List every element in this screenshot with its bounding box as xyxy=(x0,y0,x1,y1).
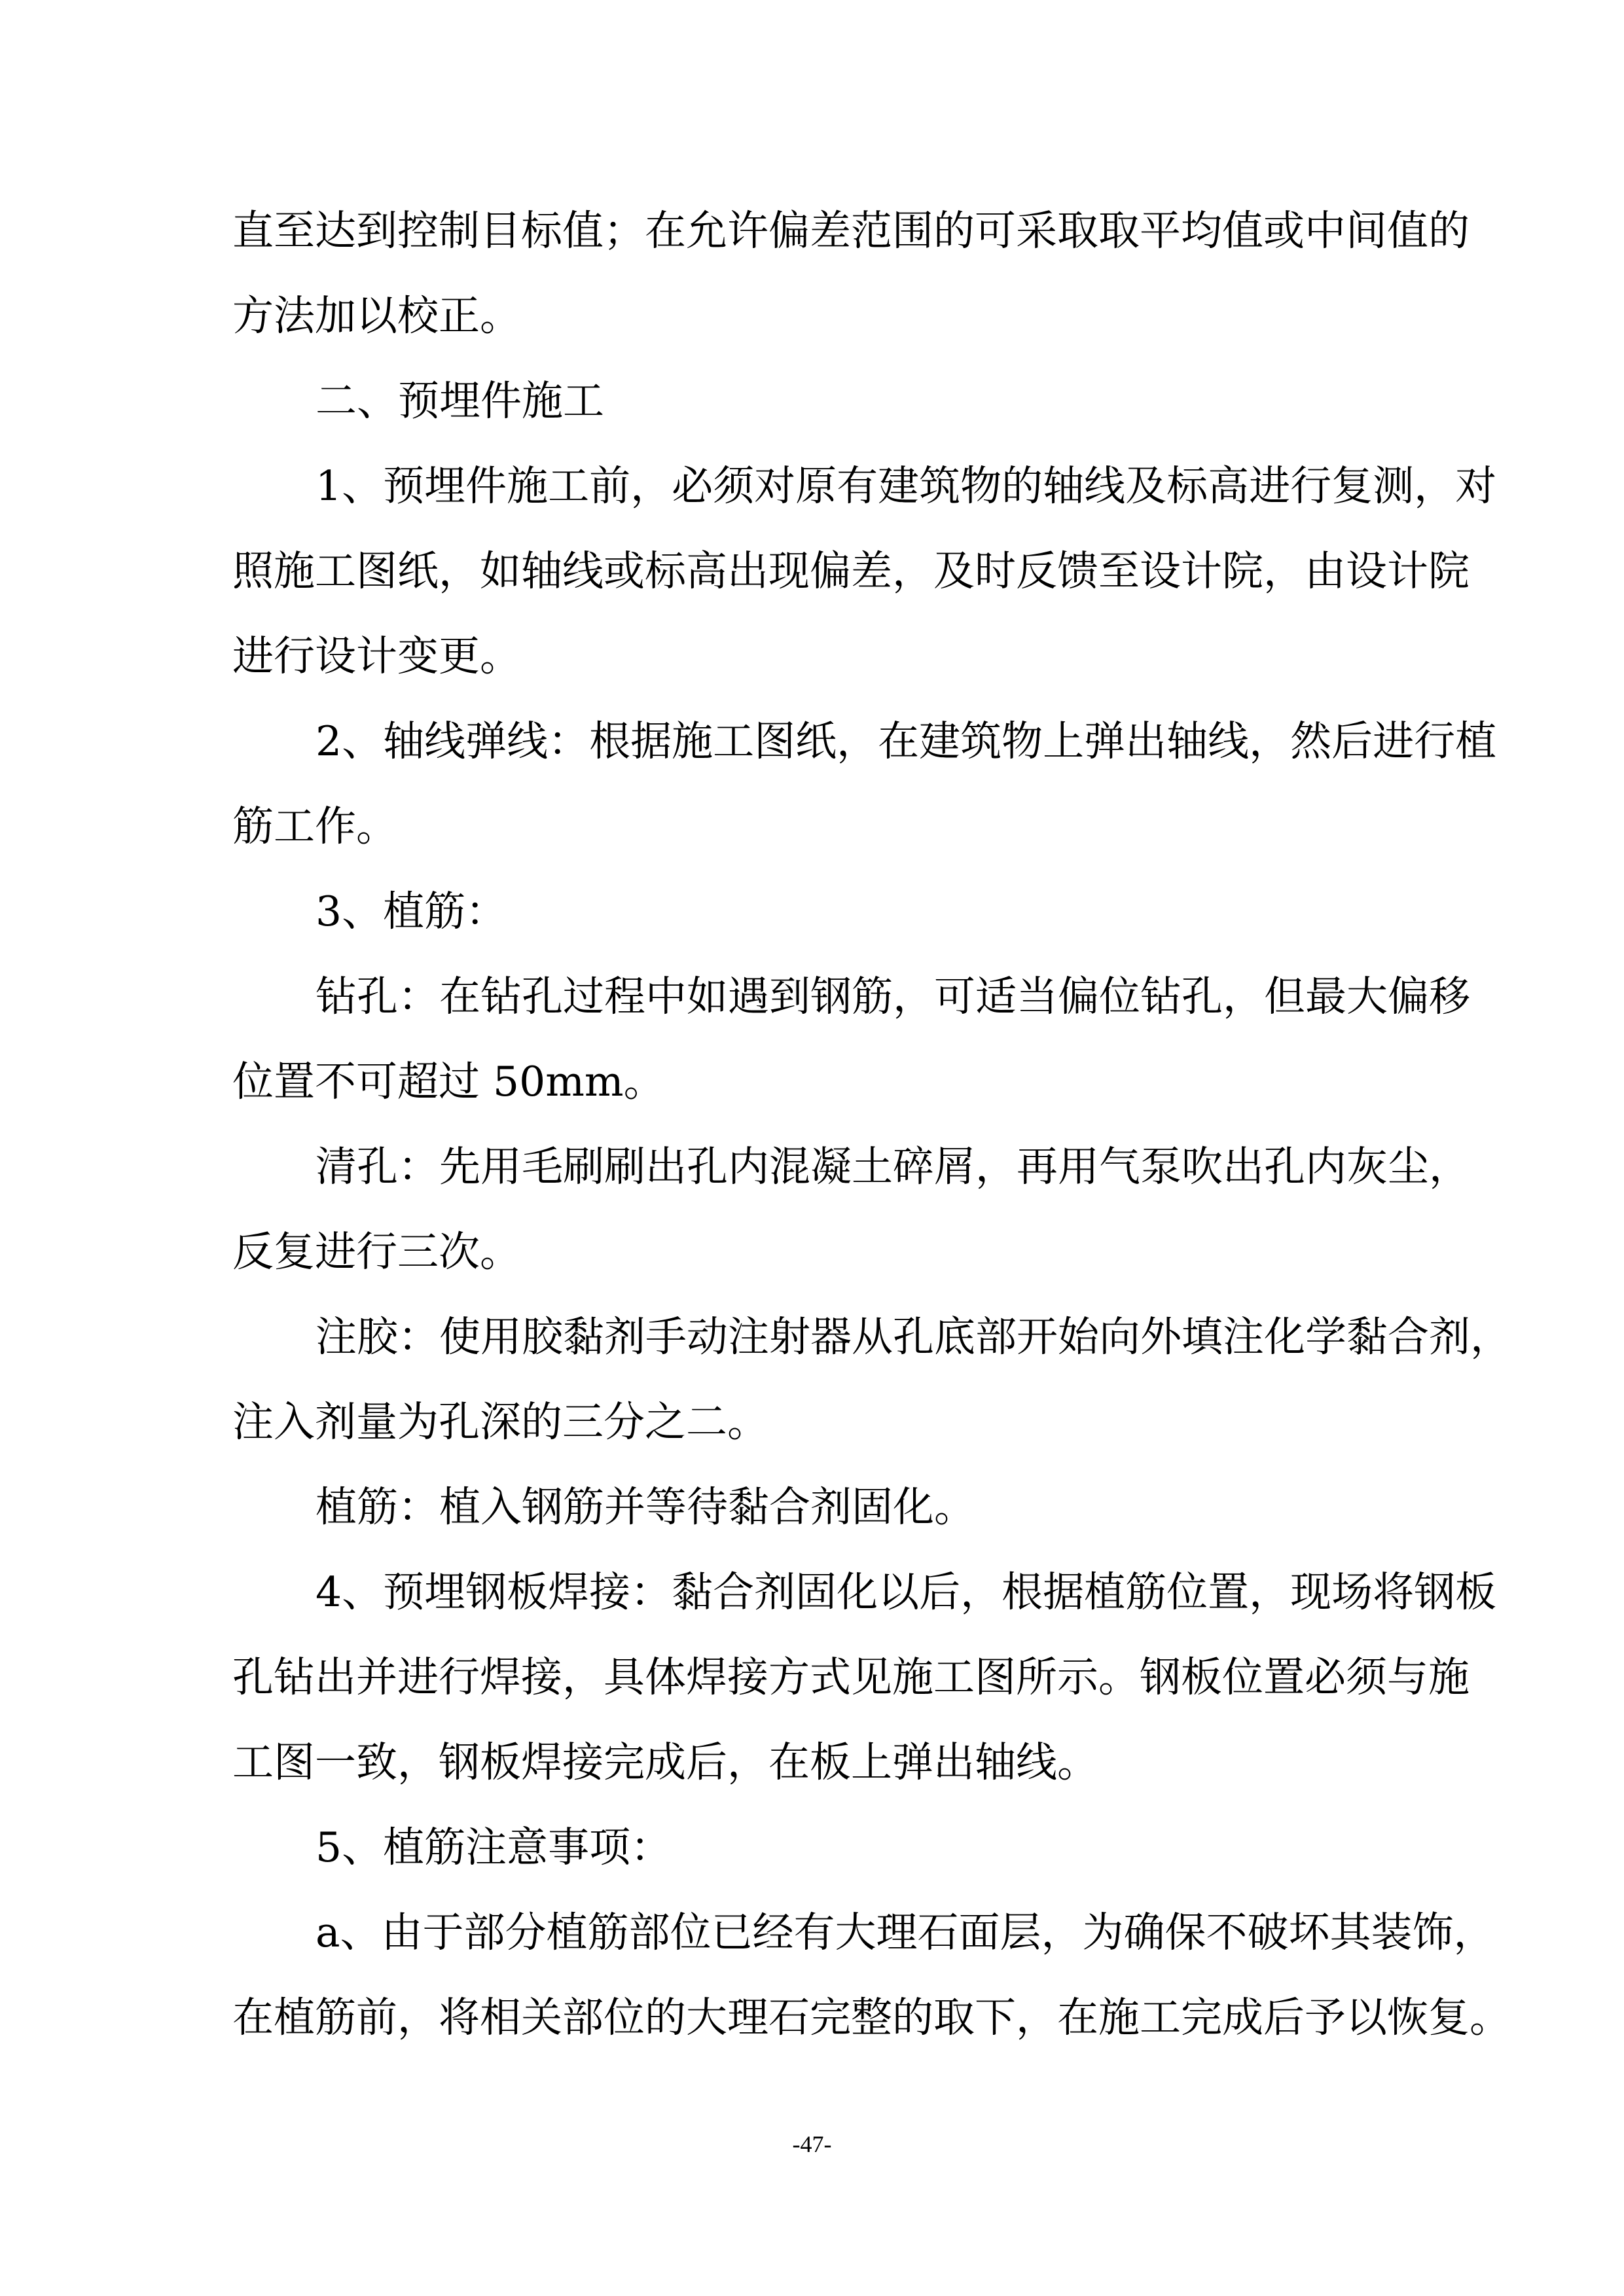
text-line: 注胶：使用胶黏剂手动注射器从孔底部开始向外填注化学黏合剂， xyxy=(316,1313,1511,1361)
text-line: 二、预埋件施工 xyxy=(316,377,604,425)
text-line: 方法加以校正。 xyxy=(232,292,521,340)
text-line: 5、植筋注意事项： xyxy=(316,1823,672,1871)
text-line: 3、植筋： xyxy=(316,888,507,935)
paragraph xyxy=(232,869,1401,954)
paragraph xyxy=(232,1465,1401,1550)
text-line: 照施工图纸，如轴线或标高出现偏差，及时反馈至设计院，由设计院 xyxy=(232,547,1470,595)
text-line: 孔钻出并进行焊接，具体焊接方式见施工图所示。钢板位置必须与施 xyxy=(232,1653,1470,1701)
text-line: a、由于部分植筋部位已经有大理石面层，为确保不破坏其装饰， xyxy=(316,1909,1495,1956)
text-line: 工图一致，钢板焊接完成后，在板上弹出轴线。 xyxy=(232,1738,1098,1786)
paragraph xyxy=(232,699,1497,869)
text-line: 钻孔：在钻孔过程中如遇到钢筋，可适当偏位钻孔，但最大偏移 xyxy=(316,973,1470,1020)
text-line: 位置不可超过 50mm。 xyxy=(232,1058,665,1105)
text-line: 直至达到控制目标值；在允许偏差范围的可采取取平均值或中间值的 xyxy=(232,207,1470,255)
text-line: 4、预埋钢板焊接：黏合剂固化以后，根据植筋位置，现场将钢板 xyxy=(316,1568,1497,1616)
paragraph xyxy=(232,1805,1401,1890)
text-line: 1、预埋件施工前，必须对原有建筑物的轴线及标高进行复测，对 xyxy=(316,462,1497,510)
paragraph xyxy=(232,1550,1497,1805)
page-number: -47- xyxy=(792,2131,832,2157)
paragraph xyxy=(232,1295,1511,1465)
document-body xyxy=(232,188,1511,2060)
paragraph xyxy=(232,188,1470,359)
text-line: 清孔：先用毛刷刷出孔内混凝土碎屑，再用气泵吹出孔内灰尘， xyxy=(316,1143,1470,1191)
paragraph xyxy=(232,1124,1470,1295)
text-line: 2、轴线弹线：根据施工图纸，在建筑物上弹出轴线，然后进行植 xyxy=(316,717,1497,765)
paragraph xyxy=(232,359,1401,444)
text-line: 注入剂量为孔深的三分之二。 xyxy=(232,1398,768,1446)
paragraph xyxy=(232,954,1470,1124)
text-line: 植筋：植入钢筋并等待黏合剂固化。 xyxy=(316,1483,975,1531)
text-line: 在植筋前，将相关部位的大理石完整的取下，在施工完成后予以恢复。 xyxy=(232,1994,1511,2041)
paragraph xyxy=(232,444,1497,699)
text-line: 筋工作。 xyxy=(232,802,397,850)
text-line: 进行设计变更。 xyxy=(232,632,521,680)
text-line: 反复进行三次。 xyxy=(232,1228,521,1276)
paragraph xyxy=(232,1890,1511,2060)
